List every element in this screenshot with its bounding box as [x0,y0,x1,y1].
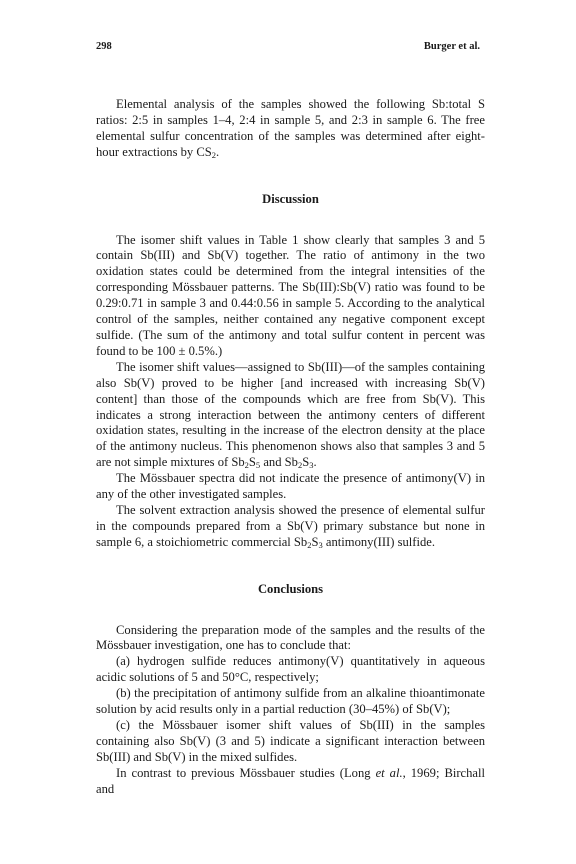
conclusion-item-c: (c) the Mössbauer isomer shift values of Sb(III) in the samples containing also Sb(V) (3 and 5) indicate a significant interaction between Sb(III) and Sb(V) in the mixed sulfides. [96,718,485,764]
discussion-heading: Discussion [262,191,319,206]
running-header [96,41,480,55]
discussion-paragraph-3: The Mössbauer spectra did not indicate the presence of antimony(V) in any of the other investigated samples. [96,471,485,502]
discussion-paragraph-2: The isomer shift values—assigned to Sb(III)—of the samples containing also Sb(V) proved to be higher [and increased with increasing Sb(V) content] than those of the compounds which are free from Sb(V). This indicates a strong interaction between the antimony centers of different oxidation states, resulting in the increase of the electron density at the place of the antimony nucleus. This phenomenon shows also that samples 3 and 5 are not simple mixtures of $Sb_2S_5$ and $Sb_2S_3$. [96,359,485,471]
conclusions-intro: Considering the preparation mode of the samples and the results of the Mössbauer investigation, one has to conclude that: [96,622,485,653]
body-text [96,97,485,798]
conclusions-heading: Conclusions [257,581,324,596]
conclusion-item-a: (a) hydrogen sulfide reduces antimony(V) quantitatively in aqueous acidic solutions of 5 and 50°C, respectively; [96,654,485,685]
discussion-paragraph-1: The isomer shift values in Table 1 show clearly that samples 3 and 5 contain Sb(III) and Sb(V) together. The ratio of antimony in the two oxidation states could be determined from the integral intensities of the corresponding Mössbauer patterns. The Sb(III):Sb(V) ratio was found to be 0.29:0.71 in sample 3 and 0.44:0.56 in sample 5. According to the analytical control of the samples, neither contained any negative component except sulfide. (The sum of the antimony and total sulfur content in percent was found to be 100 ± 0.5%.) [96,232,485,358]
running-author: Burger et al. [423,41,480,52]
page-number: 298 [96,41,112,52]
discussion-paragraph-4: The solvent extraction analysis showed the presence of elemental sulfur in the compounds prepared from a Sb(V) primary substance but none in sample 6, a stoichiometric commercial $Sb_2S_3$ antimony(III) sulfide. [96,502,485,550]
intro-paragraph: Elemental analysis of the samples showed the following Sb:total S ratios: 2:5 in samples 1–4, 2:4 in sample 5, and 2:3 in sample 6. The free elemental sulfur concentration of the samples was determined after eight-hour extractions by $CS_2$. [96,97,485,160]
conclusion-item-b: (b) the precipitation of antimony sulfide from an alkaline thioantimonate solution by acid results only in a partial reduction (30–45%) of Sb(V); [96,686,485,717]
conclusions-last-line: In contrast to previous Mössbauer studies (Long et al., 1969; Birchall and [96,765,486,796]
